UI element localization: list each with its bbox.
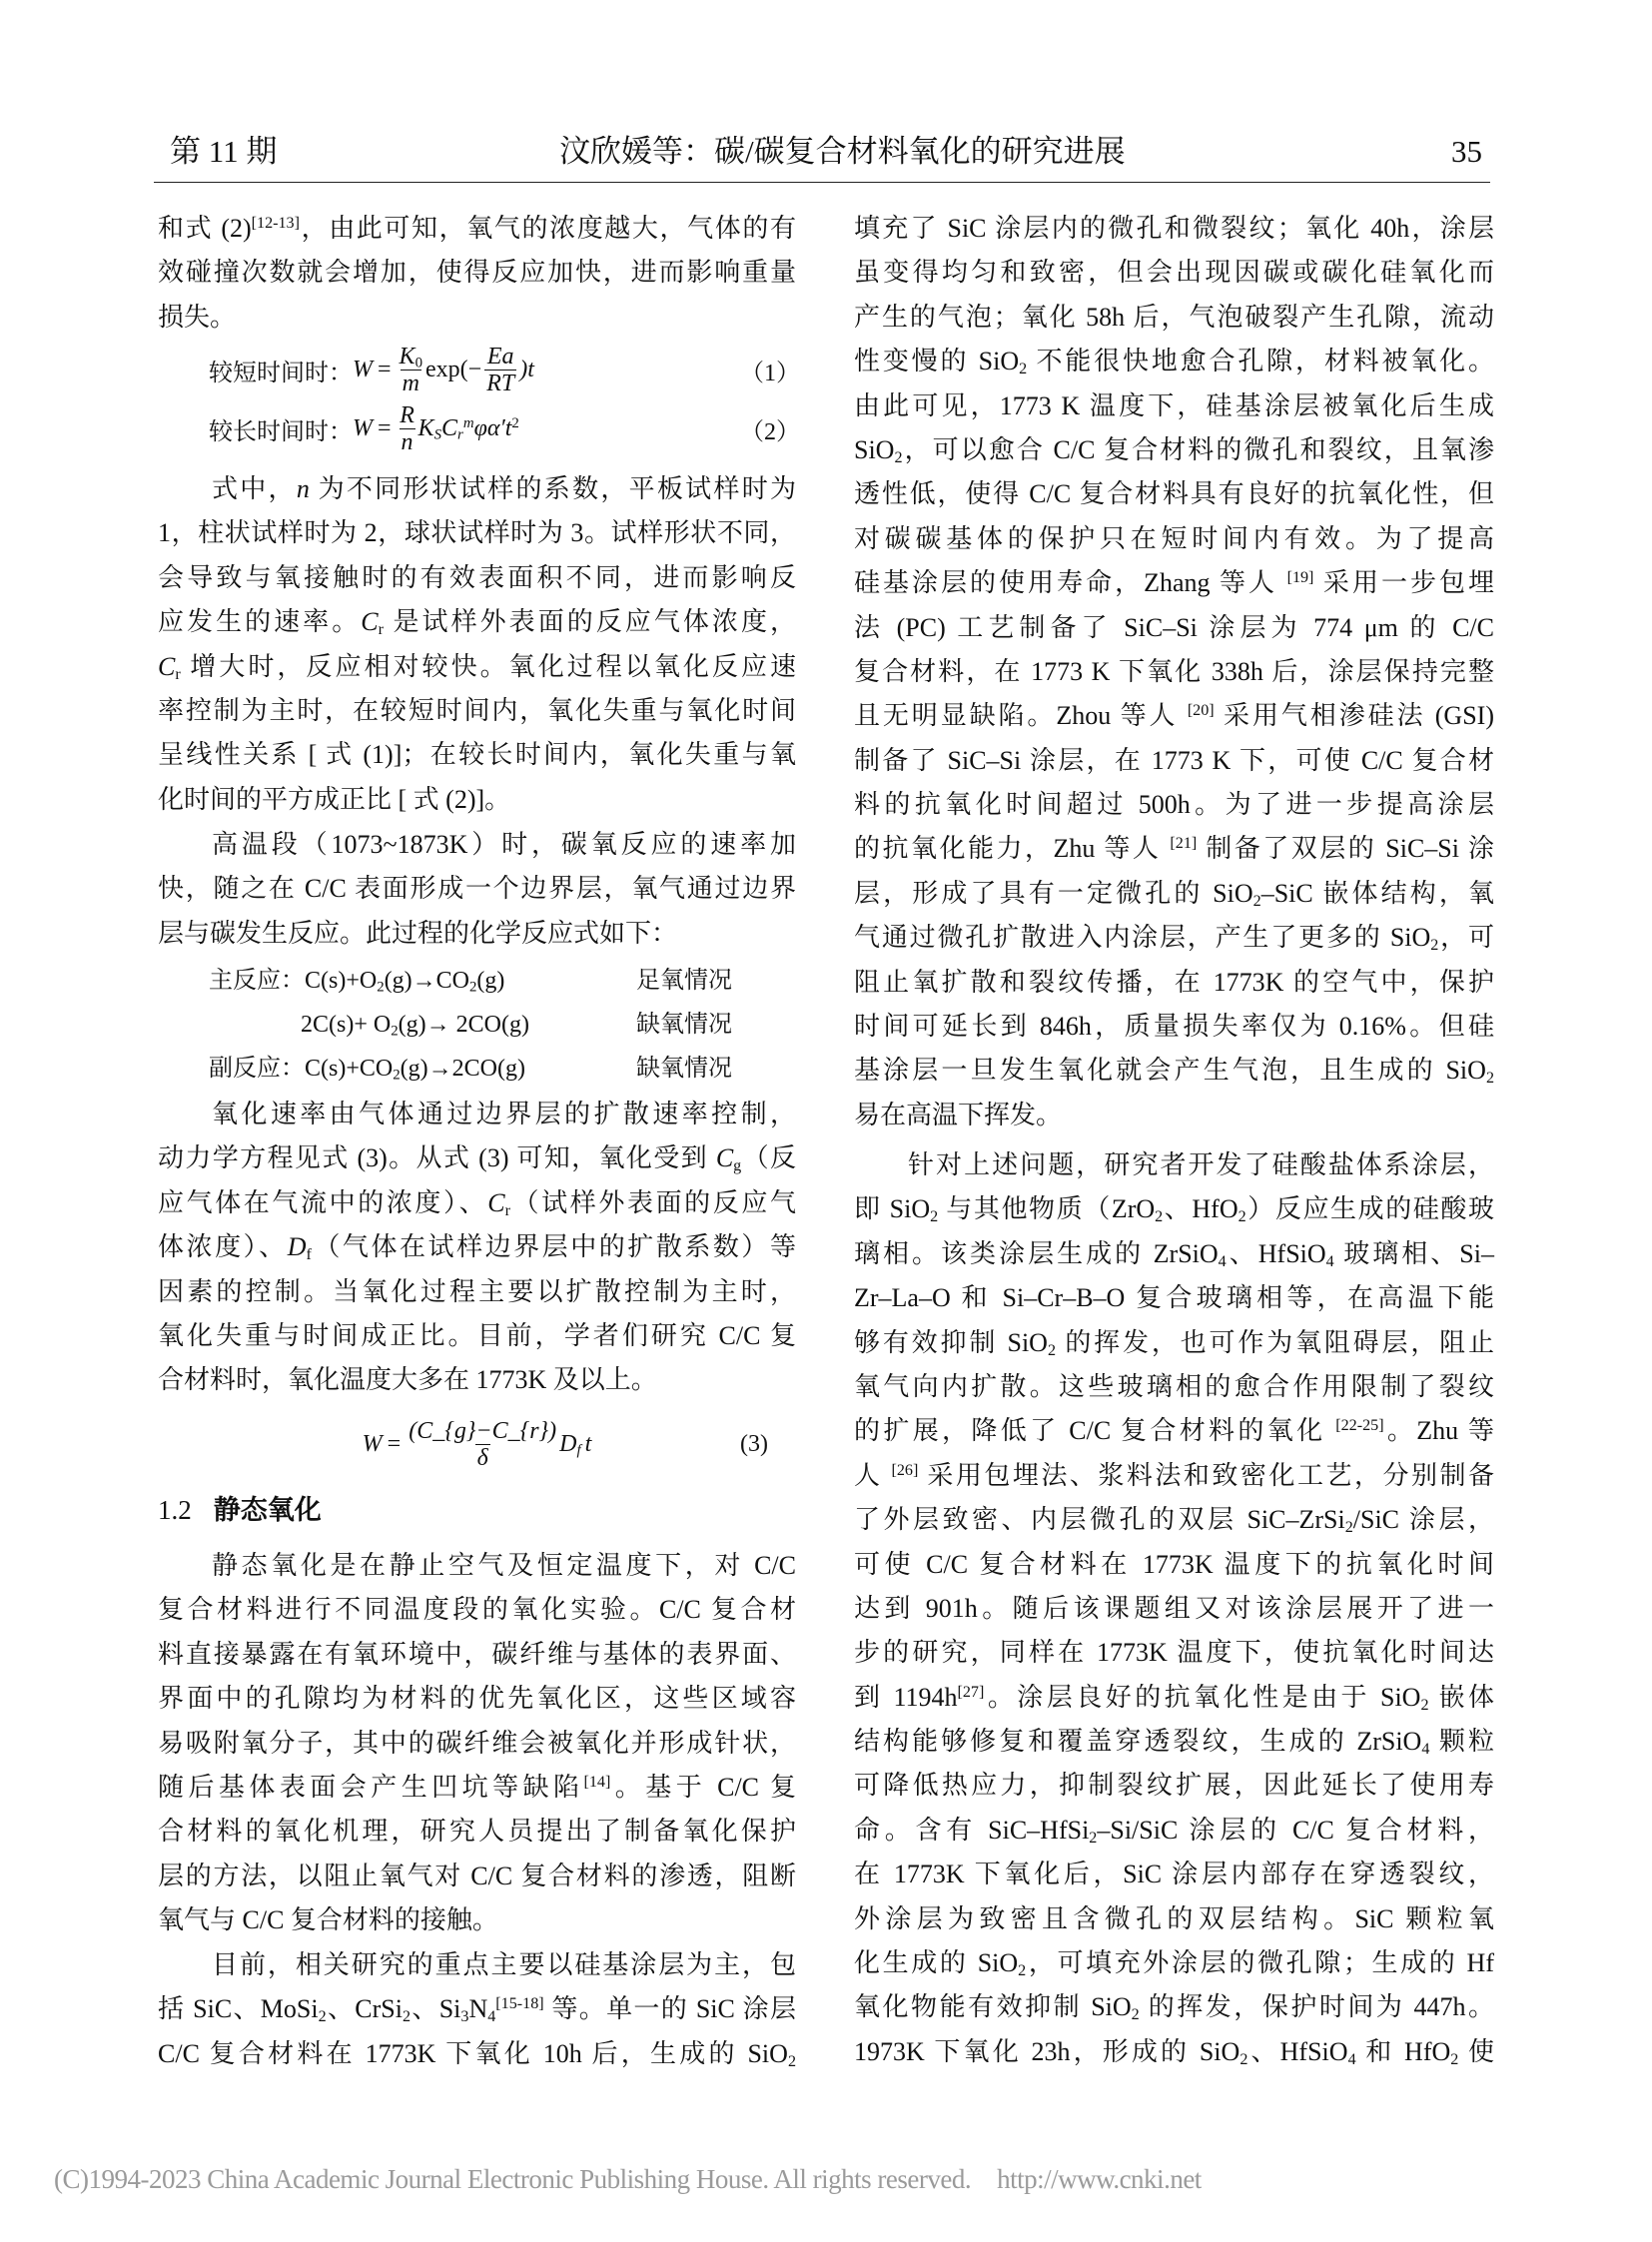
text-line: 氧气与 C/C 复合材料的接触。: [158, 1905, 498, 1935]
text-line: 够有效抑制 SiO$_2$ 的挥发，也可作为氧阻碍层，阻止: [854, 1327, 1494, 1359]
reaction-row: [209, 1003, 808, 1047]
text-line: 针对上述问题，研究者开发了硅酸盐体系涂层，: [908, 1150, 1494, 1179]
denominator: δ: [476, 1444, 488, 1471]
text-line: 外涂层为致密且含微孔的双层结构。SiC 颗粒氧: [854, 1903, 1494, 1933]
d-symbol: D: [559, 1430, 577, 1457]
reaction-formula: $2C(s)+ O_2(g)\to 2CO(g)$: [301, 1012, 529, 1040]
equation-number: （2）: [740, 418, 800, 445]
text-line: 到 1194h[27]。涂层良好的抗氧化性是由于 SiO$_2$ 嵌体: [854, 1682, 1494, 1714]
text-line: 透性低，使得 C/C 复合材料具有良好的抗氧化性，但: [854, 479, 1494, 509]
eq-lhs: W: [362, 1430, 383, 1457]
text-line: 静态氧化是在静止空气及恒定温度下，对 C/C: [212, 1551, 796, 1580]
text-line: 且无明显缺陷。Zhou 等人 [20] 采用气相渗硅法 (GSI): [854, 701, 1494, 731]
reaction-label: 副反应：: [209, 1056, 305, 1082]
fraction: [484, 344, 516, 396]
text-line: 阻止氧扩散和裂纹传播，在 1773K 的空气中，保护: [854, 967, 1494, 997]
eq-sign: =: [387, 1430, 402, 1457]
reaction-formula: $C(s)+O_2(g)\to CO_2(g)$: [305, 968, 505, 996]
c-symbol: C: [441, 414, 458, 441]
paragraph: [158, 467, 796, 822]
text-line: 气通过微孔扩散进入内涂层，产生了更多的 SiO$_2$，可: [854, 923, 1494, 955]
text-line: 硅基涂层的使用寿命，Zhang 等人 [19] 采用一步包埋: [854, 568, 1494, 598]
text-line: 会导致与氧接触时的有效表面积不同，进而影响反: [158, 562, 796, 592]
text-line: 目前，相关研究的重点主要以硅基涂层为主，包: [212, 1950, 796, 1979]
text-line: 的扩展，降低了 C/C 复合材料的氧化 [22-25]。Zhu 等: [854, 1416, 1494, 1446]
text-line: 璃相。该类涂层生成的 ZrSiO$_4$、HfSiO$_4$ 玻璃相、Si–: [854, 1238, 1494, 1270]
reaction-condition: 缺氧情况: [636, 1056, 732, 1082]
reaction-formula: $C(s)+CO_2(g)\to 2CO(g)$: [305, 1056, 525, 1084]
text-line: 界面中的孔隙均为材料的优先氧化区，这些区域容: [158, 1684, 796, 1714]
denominator: m: [402, 370, 419, 396]
text-line: 高温段（1073~1873K）时，碳氧反应的速率加: [212, 830, 796, 859]
eq-term: [418, 415, 519, 442]
text-line: 随后基体表面会产生凹坑等缺陷[14]。基于 C/C 复: [158, 1772, 796, 1802]
equation-formula: [363, 1418, 592, 1471]
text-line: 步的研究，同样在 1773K 温度下，使抗氧化时间达: [854, 1638, 1494, 1668]
text-line: 易吸附氧分子，其中的碳纤维会被氧化并形成针状，: [158, 1728, 796, 1758]
text-line: 效碰撞次数就会增加，使得反应加快，进而影响重量: [158, 258, 796, 288]
text-line: SiO$_2$，可以愈合 C/C 复合材料的微孔和裂纹，且氧渗: [854, 434, 1494, 466]
eq-tail: φα′t: [473, 414, 512, 441]
reaction-equation: [301, 1003, 529, 1047]
text-line: 应气体在气流中的浓度）、$C_r$（试样外表面的反应气: [158, 1187, 796, 1219]
reaction-row: [209, 959, 808, 1003]
eq-tail: t: [584, 1430, 592, 1457]
eq-tail: )t: [519, 356, 534, 382]
section-title: 静态氧化: [213, 1495, 322, 1525]
reaction-condition: 缺氧情况: [636, 1012, 732, 1038]
text-line: 可降低热应力，抑制裂纹扩展，因此延长了使用寿: [854, 1771, 1494, 1801]
text-line: 动力学方程见式 (3)。从式 (3) 可知，氧化受到 $C_g$（反: [158, 1143, 796, 1175]
reaction-row: [209, 1047, 808, 1091]
text-line: 氧化物能有效抑制 SiO$_2$ 的挥发，保护时间为 447h。: [854, 1992, 1494, 2024]
section-number: 1.2: [158, 1495, 192, 1525]
fraction: [400, 344, 422, 396]
text-line: 呈线性关系 [ 式 (1)]；在较长时间内，氧化失重与氧: [158, 740, 796, 770]
text-line: 合材料时，氧化温度大多在 1773K 及以上。: [158, 1365, 657, 1395]
equation-formula: [353, 402, 519, 455]
text-line: 基涂层一旦发生氧化就会产生气泡，且生成的 SiO$_2$: [854, 1056, 1494, 1088]
text-line: 1973K 下氧化 23h，形成的 SiO$_2$、HfSiO$_4$ 和 HfO$_2$ 使: [854, 2036, 1494, 2068]
equation-label: 较短时间时：: [209, 360, 353, 386]
eq-sign: =: [378, 356, 392, 382]
tail-superscript: 2: [511, 414, 519, 431]
text-line: 即 SiO$_2$ 与其他物质（ZrO$_2$、HfO$_2$）反应生成的硅酸玻: [854, 1194, 1494, 1226]
text-line: 复合材料进行不同温度段的氧化实验。C/C 复合材: [158, 1595, 796, 1625]
running-title: 汶欣媛等：碳/碳复合材料氧化的研究进展: [559, 134, 1126, 169]
text-line: 应发生的速率。$C_r$ 是试样外表面的反应气体浓度，: [158, 607, 796, 639]
paragraph: [158, 1544, 796, 1943]
copyright-text: (C)1994-2023 China Academic Journal Electronic Publishing House. All rights reserved.: [54, 2164, 972, 2194]
paragraph: [854, 1143, 1494, 2074]
numerator: R: [400, 401, 414, 428]
text-line: 复合材料，在 1773 K 下氧化 338h 后，涂层保持完整: [854, 656, 1494, 686]
text-line: 氧气向内扩散。这些玻璃相的愈合作用限制了裂纹: [854, 1371, 1494, 1401]
page-number: 35: [1451, 134, 1482, 169]
denominator: n: [401, 428, 413, 455]
text-line: 制备了 SiC–Si 涂层，在 1773 K 下，可使 C/C 复合材: [854, 745, 1494, 775]
fraction: [409, 1418, 556, 1471]
text-line: 合材料的氧化机理，研究人员提出了制备氧化保护: [158, 1817, 796, 1847]
text-line: 氧化失重与时间成正比。目前，学者们研究 C/C 复: [158, 1320, 796, 1350]
text-line: 产生的气泡；氧化 58h 后，气泡破裂产生孔隙，流动: [854, 302, 1494, 332]
text-line: 了外层致密、内层微孔的双层 SiC–ZrSi$_2$/SiC 涂层，: [854, 1505, 1495, 1537]
text-line: 层与碳发生反应。此过程的化学反应式如下：: [158, 918, 678, 948]
text-line: 氧化速率由气体通过边界层的扩散速率控制，: [212, 1100, 796, 1128]
numerator: Ea: [486, 343, 514, 370]
equation-2: [209, 400, 800, 456]
reaction-equation: [209, 959, 504, 1003]
text-line: 率控制为主时，在较短时间内，氧化失重与氧化时间: [158, 695, 796, 725]
text-line: Zr–La–O 和 Si–Cr–B–O 复合玻璃相等，在高温下能: [854, 1283, 1494, 1313]
header-rule: [154, 182, 1490, 183]
k-symbol: K: [417, 414, 434, 441]
eq-sign: =: [378, 414, 392, 441]
text-line: 对碳碳基体的保护只在短时间内有效。为了提高: [854, 523, 1494, 553]
text-line: 达到 901h。随后该课题组又对该涂层展开了进一: [854, 1593, 1494, 1623]
footer-url[interactable]: http://www.cnki.net: [997, 2164, 1202, 2194]
eq-lhs: W: [353, 356, 373, 382]
text-line: 括 SiC、MoSi$_2$、CrSi$_2$、$Si_3N_4[15-18]$ 等。单一的 SiC 涂层: [158, 1994, 797, 2026]
text-line: 和式 (2)[12-13]，由此可知，氧气的浓度越大，气体的有: [158, 214, 796, 243]
journal-issue: 第 11 期: [170, 134, 278, 169]
text-line: 损失。: [158, 302, 237, 332]
numerator: [400, 344, 422, 370]
text-line: $C_r$ 增大时，反应相对较快。氧化过程以氧化反应速: [158, 651, 796, 683]
equation-formula: [353, 344, 534, 396]
text-line: 虽变得均匀和致密，但会出现因碳或碳化硅氧化而: [854, 258, 1494, 288]
c-superscript: m: [462, 414, 474, 431]
reaction-condition: 足氧情况: [636, 968, 732, 994]
numerator: (C_{g}−C_{r}): [409, 1417, 557, 1444]
text-line: 因素的控制。当氧化过程主要以扩散控制为主时，: [158, 1276, 796, 1306]
paragraph: [158, 1093, 796, 1403]
paragraph: [158, 207, 796, 340]
text-line: 的抗氧化能力，Zhu 等人 [21] 制备了双层的 SiC–Si 涂: [854, 834, 1494, 864]
text-line: 1，柱状试样时为 2，球状试样时为 3。试样形状不同，: [158, 518, 796, 548]
text-line: 结构能够修复和覆盖穿透裂纹，生成的 ZrSiO$_4$ 颗粒: [854, 1727, 1494, 1759]
text-line: 命。含有 SiC–HfSi$_2$–Si/SiC 涂层的 C/C 复合材料，: [854, 1815, 1494, 1847]
text-line: 可使 C/C 复合材料在 1773K 温度下的抗氧化时间: [854, 1549, 1494, 1579]
eq-term: [559, 1431, 591, 1458]
equation-label: 较长时间时：: [209, 418, 353, 445]
paragraph: [158, 823, 796, 956]
reaction-equation: [209, 1047, 525, 1091]
text-line: 化时间的平方成正比 [ 式 (2)]。: [158, 784, 511, 814]
text-line: 料直接暴露在有氧环境中，碳纤维与基体的表界面、: [158, 1639, 796, 1669]
text-line: C/C 复合材料在 1773K 下氧化 10h 后，生成的 SiO$_2$: [158, 2038, 796, 2070]
text-line: 化生成的 SiO$_2$，可填充外涂层的微孔隙；生成的 Hf: [854, 1948, 1494, 1980]
c-subscript: r: [457, 426, 463, 443]
equation-number: (3): [740, 1430, 768, 1457]
text-line: 体浓度）、$D_f$（气体在试样边界层中的扩散系数）等: [158, 1232, 796, 1264]
section-heading: [158, 1488, 322, 1532]
exp-function: exp(−: [425, 356, 482, 382]
text-line: 层的方法，以阻止氧气对 C/C 复合材料的渗透，阻断: [158, 1861, 796, 1890]
fraction: [400, 402, 415, 455]
text-line: 时间可延长到 846h，质量损失率仅为 0.16%。但硅: [854, 1012, 1494, 1042]
equation-1: [209, 342, 800, 397]
text-line: 性变慢的 SiO$_2$ 不能很快地愈合孔隙，材料被氧化。: [854, 347, 1494, 378]
text-line: 填充了 SiC 涂层内的微孔和微裂纹；氧化 40h，涂层: [854, 214, 1494, 243]
text-line: 层，形成了具有一定微孔的 SiO$_2$–SiC 嵌体结构，氧: [854, 878, 1494, 910]
text-line: 式中，n 为不同形状试样的系数，平板试样时为: [212, 474, 796, 503]
text-line: 料的抗氧化时间超过 500h。为了进一步提高涂层: [854, 790, 1494, 820]
text-line: 人 [26] 采用包埋法、浆料法和致密化工艺，分别制备: [854, 1460, 1494, 1490]
denominator: RT: [486, 370, 515, 396]
paragraph: [158, 1943, 796, 2076]
k-subscript: S: [433, 426, 441, 443]
numerator-symbol: K: [399, 343, 415, 370]
reaction-label: 主反应：: [209, 968, 305, 994]
text-line: 在 1773K 下氧化后，SiC 涂层内部存在穿透裂纹，: [854, 1860, 1494, 1889]
d-subscript: f: [576, 1442, 581, 1459]
paragraph: [854, 207, 1494, 1137]
copyright-footer: [54, 2161, 1202, 2197]
equation-number: （1）: [740, 360, 800, 386]
text-line: 由此可见，1773 K 温度下，硅基涂层被氧化后生成: [854, 390, 1494, 420]
equation-3: [158, 1412, 796, 1476]
text-line: 快，随之在 C/C 表面形成一个边界层，氧气通过边界: [158, 874, 796, 904]
text-line: 法 (PC) 工艺制备了 SiC–Si 涂层为 774 μm 的 C/C: [854, 612, 1494, 642]
eq-lhs: W: [353, 414, 373, 441]
numerator-subscript: 0: [414, 355, 422, 372]
text-line: 易在高温下挥发。: [854, 1100, 1063, 1129]
